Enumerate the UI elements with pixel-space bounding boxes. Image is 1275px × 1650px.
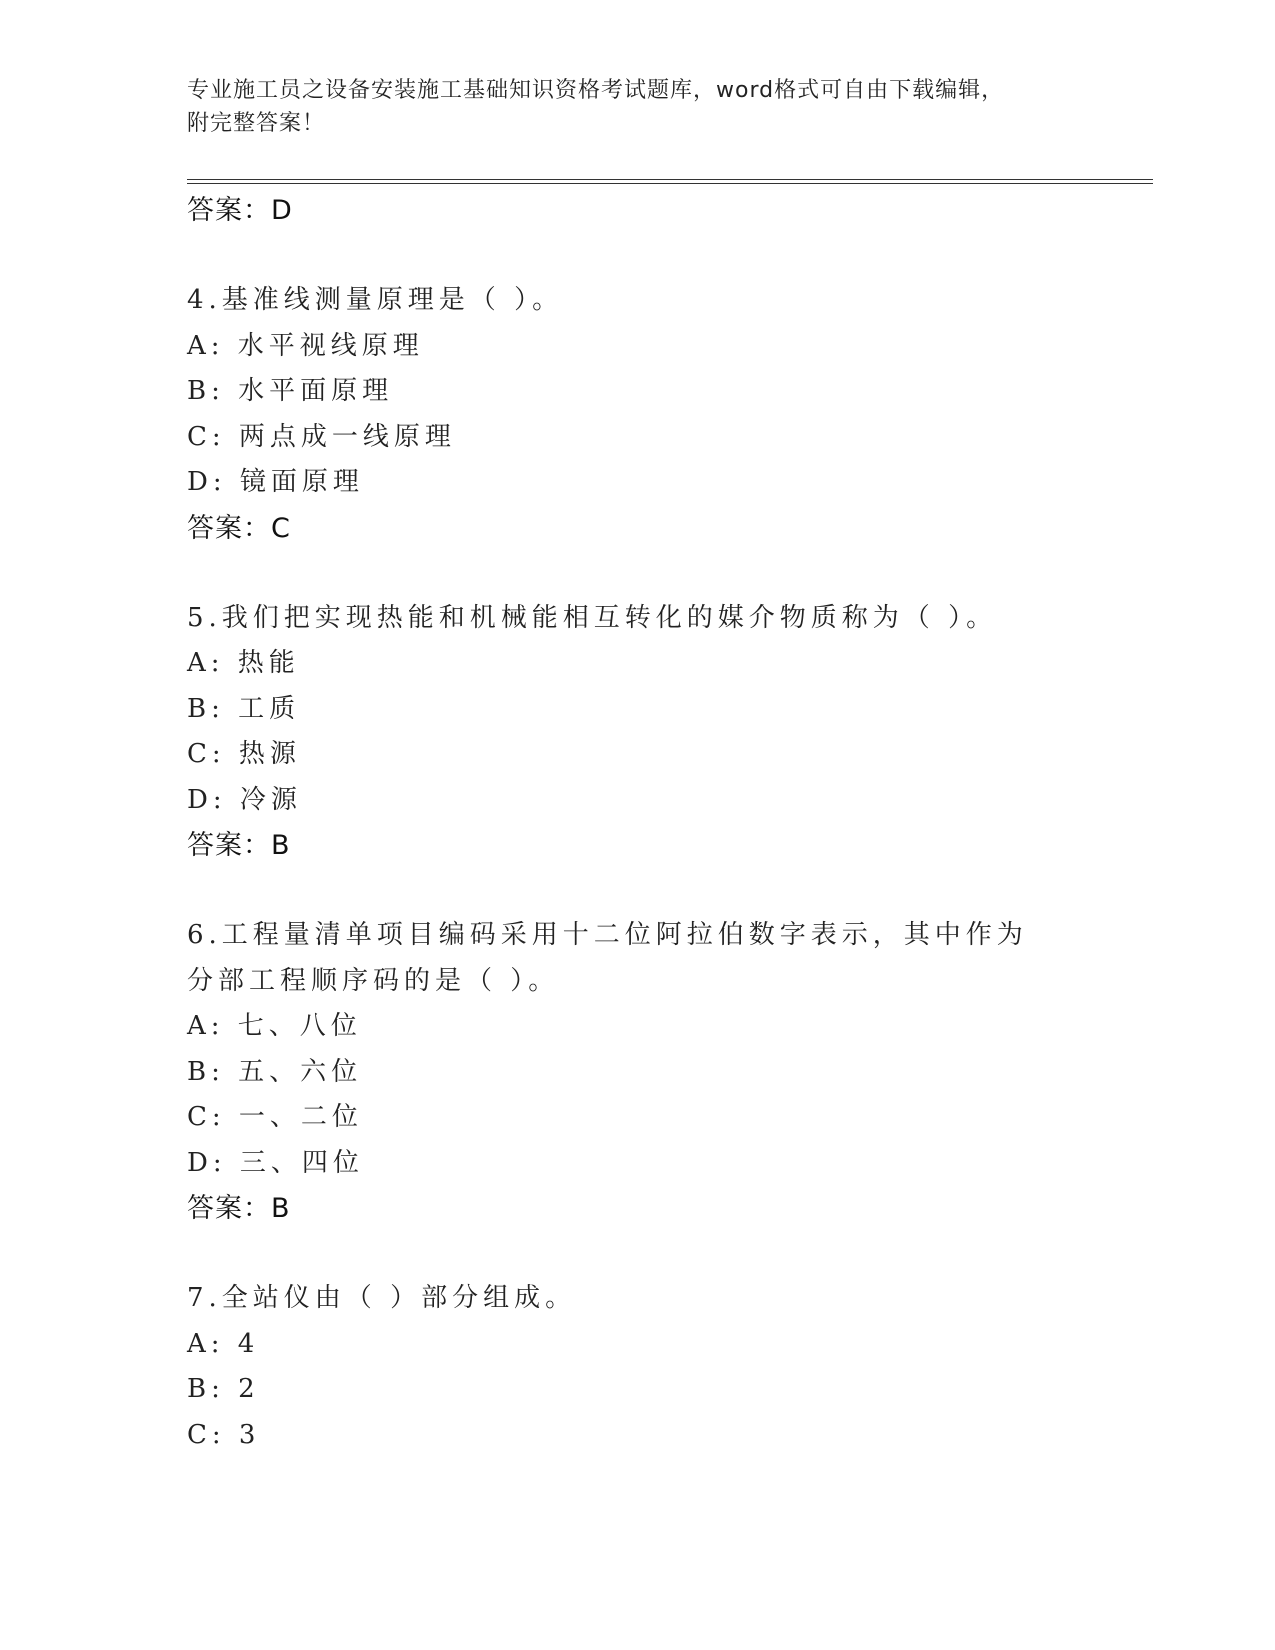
question-stem: 6.工程量清单项目编码采用十二位阿拉伯数字表示，其中作为分部工程顺序码的是（ ）。 [187, 920, 1028, 996]
question-4 [187, 278, 1153, 552]
document-header [187, 74, 1067, 140]
option-c: C: 两点成一线原理 [187, 421, 456, 452]
option-a: A: 4 [187, 1328, 260, 1359]
option-b: B: 工质 [187, 693, 301, 724]
header-rule-top [187, 179, 1153, 180]
answer: 答案：B [187, 830, 291, 861]
question-6 [187, 913, 1153, 1232]
question-stem: 7.全站仪由（ ）部分组成。 [187, 1283, 577, 1313]
header-rule-bottom [187, 183, 1153, 184]
option-b: B: 2 [187, 1374, 260, 1404]
option-d: D: 三、四位 [187, 1147, 364, 1178]
option-d: D: 镜面原理 [187, 467, 364, 497]
question-stem: 5.我们把实现热能和机械能相互转化的媒介物质称为（ ）。 [187, 602, 998, 633]
question-5 [187, 596, 1153, 870]
option-a: A: 水平视线原理 [187, 330, 424, 361]
option-c: C: 3 [187, 1419, 261, 1450]
option-a: A: 七、八位 [187, 1011, 362, 1041]
option-c: C: 一、二位 [187, 1102, 363, 1132]
option-b: B: 五、六位 [187, 1056, 363, 1087]
option-c: C: 热源 [187, 739, 301, 769]
option-b: B: 水平面原理 [187, 376, 394, 406]
question-stem: 4.基准线测量原理是（ ）。 [187, 285, 564, 315]
option-a: A: 热能 [187, 648, 300, 678]
option-d: D: 冷源 [187, 784, 302, 815]
answer: 答案：C [187, 512, 291, 544]
answer: 答案：B [187, 1193, 291, 1224]
header-line-2: 附完整答案！ [187, 111, 326, 136]
previous-answer: 答案：D [187, 195, 293, 226]
question-list [187, 188, 1153, 1458]
question-7 [187, 1276, 1153, 1458]
header-line-1: 专业施工员之设备安装施工基础知识资格考试题库，word格式可自由下载编辑， [187, 78, 1005, 103]
